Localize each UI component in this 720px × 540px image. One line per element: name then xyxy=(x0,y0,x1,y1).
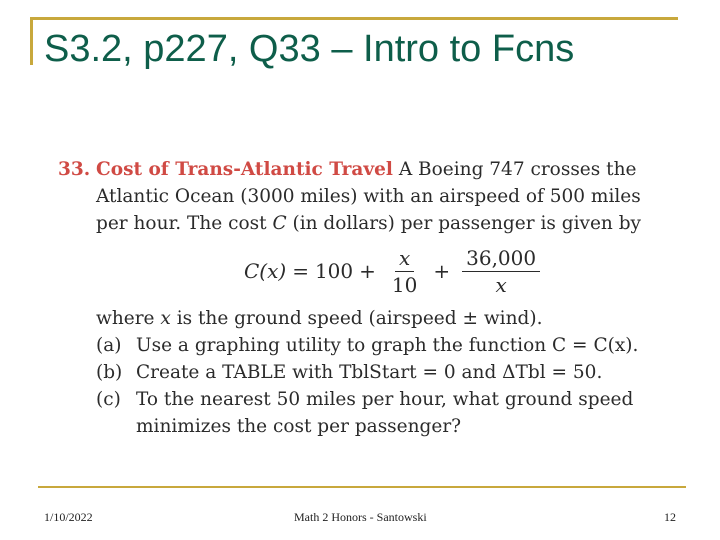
formula-equals: = xyxy=(292,258,309,283)
problem-line-2: Atlantic Ocean (3000 miles) with an airspeed of 500 miles xyxy=(96,186,641,207)
part-c-text: To the nearest 50 miles per hour, what ground speed xyxy=(136,389,634,410)
formula-plus-1: + xyxy=(359,258,376,283)
fraction-1-numerator: x xyxy=(395,245,414,272)
fraction-2-denominator: x xyxy=(495,272,507,297)
fraction-1-denominator: 10 xyxy=(391,272,418,297)
cost-formula xyxy=(244,237,668,305)
problem-line-1-text: A Boeing 747 crosses the xyxy=(398,159,637,180)
problem-line-3a: per hour. The cost xyxy=(96,213,273,234)
part-b-text: Create a TABLE with TblStart = 0 and ΔTbl = 50. xyxy=(136,362,603,383)
part-b-label: (b) xyxy=(96,362,123,383)
formula-lhs: C(x) xyxy=(244,258,287,283)
formula-constant: 100 xyxy=(314,258,354,283)
problem-part-c xyxy=(96,386,668,413)
where-a: where xyxy=(96,308,161,329)
frame-top-rule xyxy=(30,17,678,20)
fraction-2-numerator: 36,000 xyxy=(462,245,540,272)
slide-title: S3.2, p227, Q33 – Intro to Fcns xyxy=(44,28,575,70)
part-a-label: (a) xyxy=(96,335,122,356)
footer-course: Math 2 Honors - Santowski xyxy=(294,510,427,524)
part-a-text: Use a graphing utility to graph the function C = C(x). xyxy=(136,335,639,356)
problem-part-a xyxy=(96,332,668,359)
formula-plus-2: + xyxy=(433,258,451,283)
variable-c: C xyxy=(272,213,287,234)
problem-where-line xyxy=(96,305,668,332)
footer-rule xyxy=(38,486,686,488)
problem-heading: Cost of Trans-Atlantic Travel xyxy=(96,159,393,180)
problem-part-b xyxy=(96,359,668,386)
fraction-36000-over-x xyxy=(462,245,540,298)
problem-line-3 xyxy=(96,210,668,237)
frame-left-rule xyxy=(30,17,33,65)
problem-number: 33. xyxy=(58,159,91,180)
where-b: is the ground speed (airspeed ± wind). xyxy=(170,308,543,329)
fraction-x-over-10 xyxy=(388,245,421,298)
footer-date: 1/10/2022 xyxy=(44,510,93,524)
problem-line-3b: (in dollars) per passenger is given by xyxy=(286,213,641,234)
problem-block xyxy=(58,156,668,440)
slide-number: 12 xyxy=(664,510,676,524)
variable-x: x xyxy=(160,308,171,329)
part-c-continuation: minimizes the cost per passenger? xyxy=(136,416,462,437)
part-c-label: (c) xyxy=(96,389,121,410)
problem-line-1 xyxy=(96,156,668,183)
problem-body xyxy=(96,156,668,440)
